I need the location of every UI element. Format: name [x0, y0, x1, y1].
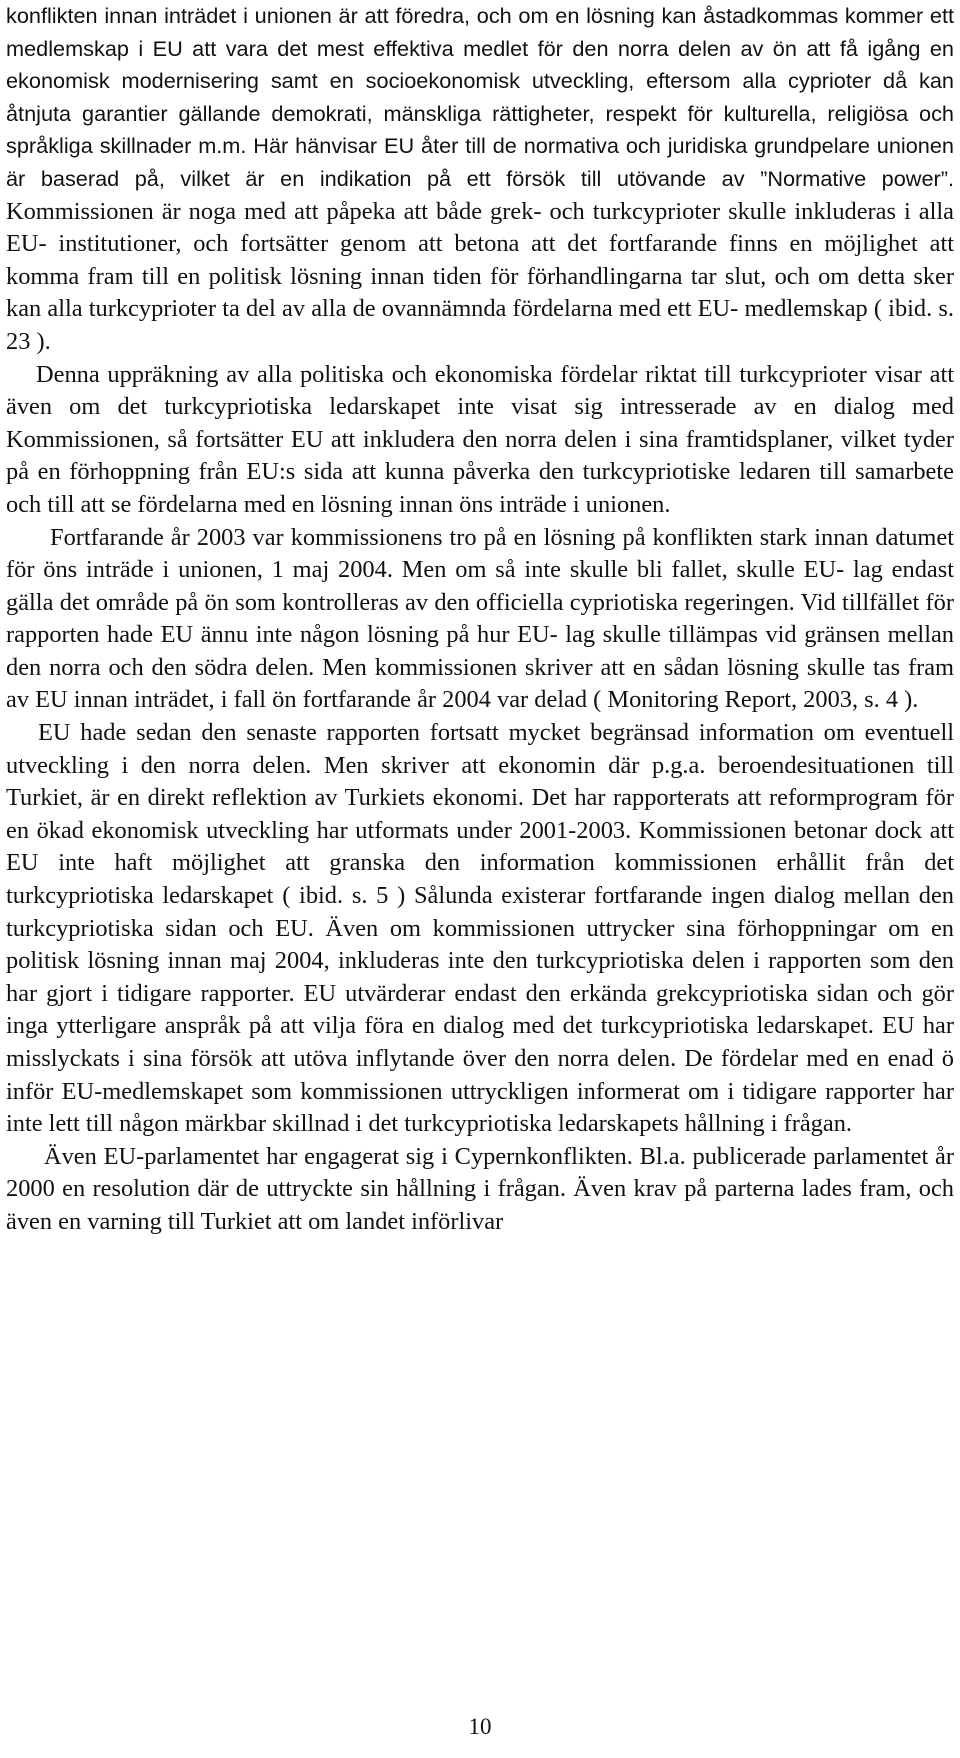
paragraph-1-sans-text: konflikten innan inträdet i unionen är att föredra, och om en lösning kan åstadkommas kommer ett medlemskap i EU att vara det mest effektiva medlet för den norra delen av ön att få igång en ekonomisk modernisering samt en socioekonomisk utveckling, eftersom alla cyprioter då kan åtnjuta garantier gällande demokrati, mänskliga rättigheter, respekt för kulturella, religiösa och språkliga skillnader m.m. Här hänvisar EU åter till de normativa och juridiska grundpelare unionen är baserad på, vilket är en indikation på ett försök till utövande av ”Normative power”. — [6, 3, 954, 191]
paragraph-2: Denna uppräkning av alla politiska och ekonomiska fördelar riktat till turkcyprioter visar att även om det turkcypriotiska ledarskapet inte visat sig intresserade av en dialog med Kommissionen, så fortsätter EU att inkludera den norra delen i sina framtidsplaner, vilket tyder på en förhoppning från EU:s sida att kunna påverka den turkcypriotiske ledaren till samarbete och till att se fördelarna med en lösning innan öns inträde i unionen. — [6, 360, 954, 518]
page-number: 10 — [468, 1714, 492, 1739]
paragraph-1-serif-text: Kommissionen är noga med att påpeka att både grek- och turkcyprioter skulle inkluderas i alla EU- institutioner, och fortsätter genom att betona att det fortfarande finns en möjlighet att komma fram till en politisk lösning innan tiden för förhandlingarna tar slut, och om detta sker kan alla turkcyprioter ta del av alla de ovannämnda fördelarna med ett EU- medlemskap ( ibid. s. 23 ). — [6, 197, 954, 355]
paragraph-5: Även EU-parlamentet har engagerat sig i Cypernkonflikten. Bl.a. publicerade parlamentet år 2000 en resolution där de uttryckte sin hållning i frågan. Även krav på parterna lades fram, och även en varning till Turkiet att om landet införlivar — [6, 1142, 954, 1235]
paragraph-4: EU hade sedan den senaste rapporten fortsatt mycket begränsad information om eventuell utveckling i den norra delen. Men skriver att ekonomin där p.g.a. beroendesituationen till Turkiet, är en direkt reflektion av Turkiets ekonomi. Det har rapporterats att reformprogram för en ökad ekonomisk utveckling har utformats under 2001-2003. Kommissionen betonar dock att EU inte haft möjlighet att granska den information kommissionen erhållit från det turkcypriotiska ledarskapet ( ibid. s. 5 ) Sålunda existerar fortfarande ingen dialog mellan den turkcypriotiska sidan och EU. Även om kommissionen uttrycker sina förhoppningar om en politisk lösning innan maj 2004, inkluderas inte den turkcypriotiska delen i rapporten som den har gjort i tidigare rapporter. EU utvärderar endast den erkända grekcypriotiska sidan och gör inga ytterligare anspråk på att vilja föra en dialog med det turkcypriotiska ledarskapet. EU har misslyckats i sina försök att utöva inflytande över den norra delen. De fördelar med en enad ö inför EU-medlemskapet som kommissionen uttryckligen informerat om i tidigare rapporter har inte lett till någon märkbar skillnad i det turkcypriotiska ledarskapets hållning i frågan. — [6, 719, 954, 1138]
paragraph-1 — [6, 0, 954, 359]
paragraph-3: Fortfarande år 2003 var kommissionens tro på en lösning på konflikten stark innan datumet för öns inträde i unionen, 1 maj 2004. Men om så inte skulle bli fallet, skulle EU- lag endast gälla det område på ön som kontrolleras av den officiella cypriotiska regeringen. Vid tillfället för rapporten hade EU ännu inte någon lösning på hur EU- lag skulle tillämpas vid gränsen mellan den norra och den södra delen. Men kommissionen skriver att en sådan lösning skulle tas fram av EU innan inträdet, i fall ön fortfarande år 2004 var delad ( Monitoring Report, 2003, s. 4 ). — [6, 523, 954, 714]
